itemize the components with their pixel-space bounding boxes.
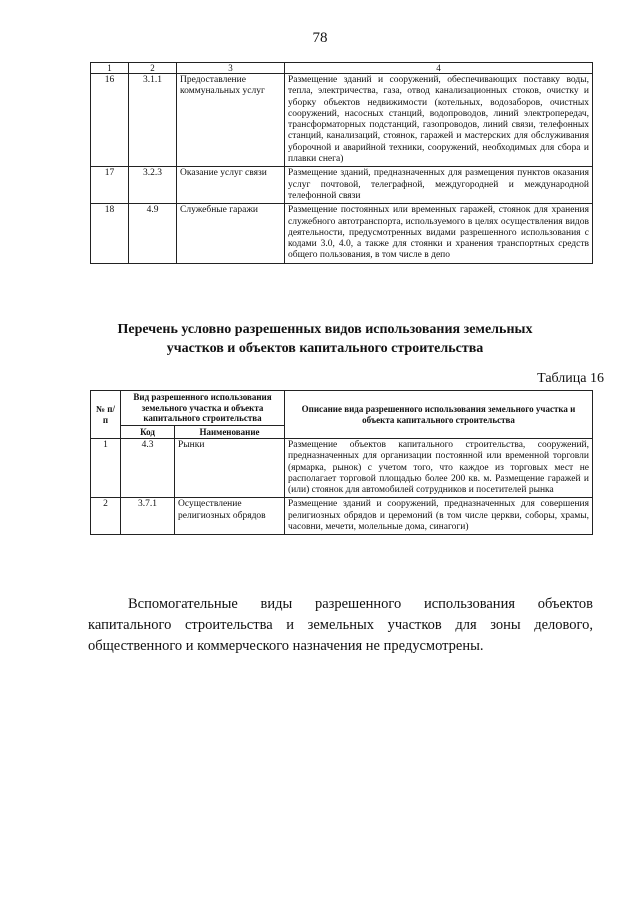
row-name: Предоставление коммунальных услуг — [177, 74, 285, 167]
header-num: № п/п — [91, 391, 121, 439]
conditional-use-table — [90, 390, 593, 535]
table-header-row — [91, 391, 593, 426]
row-code: 4.3 — [121, 439, 175, 498]
row-number: 17 — [91, 167, 129, 204]
table-header-row — [91, 63, 593, 74]
header-col-2: 2 — [129, 63, 177, 74]
header-col-4: 4 — [285, 63, 593, 74]
row-description: Размещение постоянных или временных гаражей, стоянок для хранения служебного автотранспорта, используемого в целях осуществления видов деятельности, предусмотренных видами разрешенного использования с кодами 3.0, 4.0, а также для стоянки и хранения транспортных средств общего пользования, в том числе в депо — [285, 204, 593, 263]
table-row — [91, 204, 593, 263]
row-code: 4.9 — [129, 204, 177, 263]
row-number: 1 — [91, 439, 121, 498]
table-label: Таблица 16 — [537, 371, 604, 386]
table-row — [91, 498, 593, 535]
row-number: 18 — [91, 204, 129, 263]
row-code: 3.1.1 — [129, 74, 177, 167]
section-heading: Перечень условно разрешенных видов использования земельных участков и объектов капитального строительства — [117, 322, 533, 356]
row-code: 3.2.3 — [129, 167, 177, 204]
row-name: Служебные гаражи — [177, 204, 285, 263]
header-col-1: 1 — [91, 63, 129, 74]
row-description: Размещение зданий и сооружений, обеспечивающих поставку воды, тепла, электричества, газа, отвод канализационных стоков, очистку и уборку объектов недвижимости (котельных, водозаборов, очистных сооружений, насосных станций, водопроводов, линий электропередач, трансформаторных подстанций, газопроводов, линий связи, телефонных станций, канализаций, стоянок, гаражей и мастерских для обслуживания уборочной и аварийной техники, сооружений, необходимых для сбора и плавки снега) — [285, 74, 593, 167]
row-name: Рынки — [175, 439, 285, 498]
header-col-3: 3 — [177, 63, 285, 74]
header-use-type: Вид разрешенного использования земельного участка и объекта капитального строительства — [121, 391, 285, 426]
row-number: 16 — [91, 74, 129, 167]
land-use-table-continued — [90, 62, 593, 264]
header-description: Описание вида разрешенного использования земельного участка и объекта капитального строительства — [285, 391, 593, 439]
table-row — [91, 74, 593, 167]
row-name: Оказание услуг связи — [177, 167, 285, 204]
row-description: Размещение объектов капитального строительства, сооружений, предназначенных для организации постоянной или временной торговли (ярмарка, рынок) с учетом того, что каждое из торговых мест не располагает торговой площадью более 200 кв. м. Размещение гаражей и (или) стоянок для автомобилей сотрудников и посетителей рынка — [285, 439, 593, 498]
page-number: 78 — [312, 30, 328, 46]
row-description: Размещение зданий, предназначенных для размещения пунктов оказания услуг почтовой, телеграфной, междугородней и международной телефонной связи — [285, 167, 593, 204]
row-name: Осуществление религиозных обрядов — [175, 498, 285, 535]
footer-paragraph: Вспомогательные виды разрешенного использования объектов капитального строительства и земельных участков для зоны делового, общественного и коммерческого назначения не предусмотрены. — [88, 596, 593, 654]
header-code: Код — [121, 425, 175, 439]
table-row — [91, 167, 593, 204]
row-description: Размещение зданий и сооружений, предназначенных для совершения религиозных обрядов и церемоний (в том числе церкви, соборы, храмы, часовни, мечети, молельные дома, синагоги) — [285, 498, 593, 535]
row-code: 3.7.1 — [121, 498, 175, 535]
header-name: Наименование — [175, 425, 285, 439]
row-number: 2 — [91, 498, 121, 535]
table-row — [91, 439, 593, 498]
